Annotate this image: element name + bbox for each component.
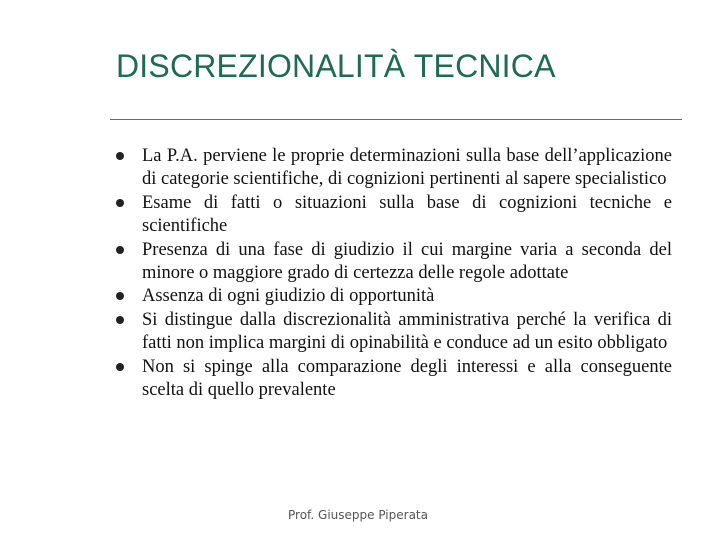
bullet-text: Si distingue dalla discrezionalità amministrativa perché la verifica di fatti non implica margini di opinabilità e conduce ad un esito obbligato bbox=[142, 309, 672, 354]
bullet-item bbox=[110, 285, 672, 308]
bullet-list bbox=[110, 145, 672, 402]
bullet-dot-icon bbox=[116, 152, 124, 160]
bullet-dot-icon bbox=[116, 246, 124, 254]
bullet-text: Esame di fatti o situazioni sulla base di cognizioni tecniche e scientifiche bbox=[142, 192, 672, 237]
bullet-item bbox=[110, 356, 672, 403]
bullet-dot-icon bbox=[116, 292, 124, 300]
bullet-item bbox=[110, 192, 672, 239]
bullet-item bbox=[110, 145, 672, 192]
bullet-dot-icon bbox=[116, 199, 124, 207]
bullet-text: Non si spinge alla comparazione degli interessi e alla conseguente scelta di quello prevalente bbox=[142, 356, 672, 401]
footer-author: Prof. Giuseppe Piperata bbox=[288, 508, 428, 522]
bullet-dot-icon bbox=[116, 363, 124, 371]
bullet-text: La P.A. perviene le proprie determinazioni sulla base dell’applicazione di categorie scientifiche, di cognizioni pertinenti al sapere specialistico bbox=[142, 146, 672, 190]
slide-title: DISCREZIONALITÀ TECNICA bbox=[116, 48, 556, 84]
bullet-dot-icon bbox=[116, 316, 124, 324]
title-divider bbox=[110, 119, 682, 120]
bullet-item bbox=[110, 239, 672, 286]
bullet-text: Assenza di ogni giudizio di opportunità bbox=[142, 286, 435, 307]
bullet-item bbox=[110, 309, 672, 356]
bullet-text: Presenza di una fase di giudizio il cui margine varia a seconda del minore o maggiore grado di certezza delle regole adottate bbox=[142, 239, 672, 284]
